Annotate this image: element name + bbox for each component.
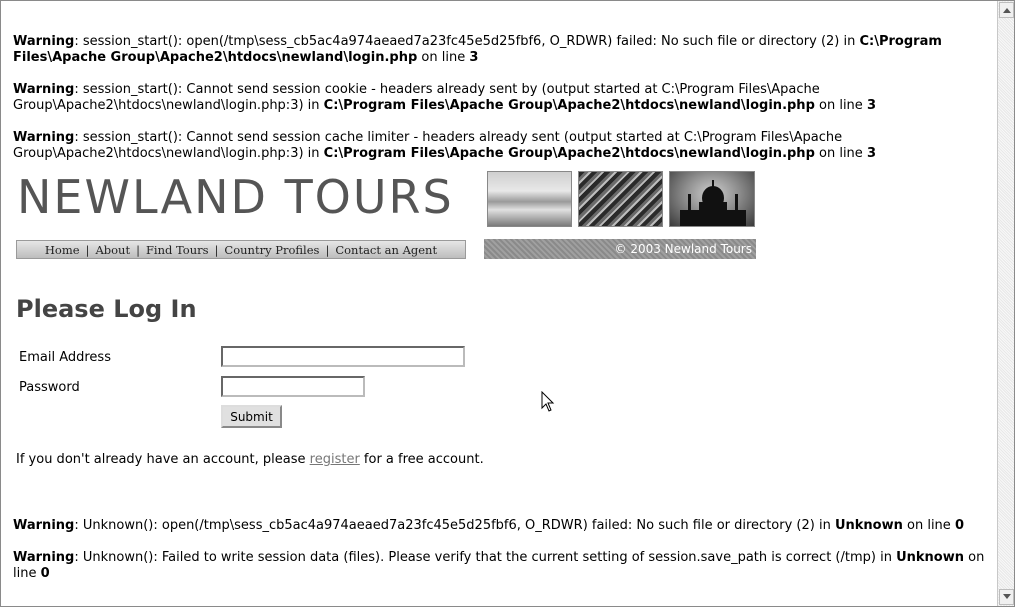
banner-photo-ruins bbox=[578, 171, 663, 227]
page-content bbox=[1, 1, 997, 606]
arrow-up-icon bbox=[1003, 7, 1011, 13]
logo-text: NEWLAND TOURS bbox=[17, 170, 454, 224]
scroll-down-button[interactable] bbox=[999, 589, 1014, 605]
password-field[interactable] bbox=[221, 376, 365, 397]
php-warning: Warning: session_start(): open(/tmp\sess_cb5ac4a974aeaed7a23fc45e5d25fbf6, O_RDWR) failed: No such file or directory (2) in C:\Program Files\Apache Group\Apache2\htdocs\newland\login.php on line 3 bbox=[13, 34, 942, 65]
password-label: Password bbox=[19, 380, 80, 395]
php-warning: Warning: Unknown(): Failed to write session data (files). Please verify that the current setting of session.save_path is correct (/tmp) in Unknown on line 0 bbox=[13, 550, 985, 581]
copyright-bar: © 2003 Newland Tours bbox=[484, 239, 756, 259]
mouse-pointer-icon bbox=[541, 391, 555, 413]
php-warning: Warning: session_start(): Cannot send session cookie - headers already sent by (output started at C:\Program Files\Apache Group\Apache2\htdocs\newland\login.php:3) in C:\Program Files\Apache Group\Apache2\htdocs\newland\login.php on line 3 bbox=[13, 82, 876, 113]
email-label: Email Address bbox=[19, 350, 111, 365]
banner-photo-beach bbox=[487, 171, 572, 227]
nav-separator: | bbox=[325, 242, 330, 257]
nav-home[interactable]: Home bbox=[44, 242, 80, 257]
arrow-down-icon bbox=[1003, 594, 1011, 600]
main-nav bbox=[16, 240, 466, 259]
register-link[interactable]: register bbox=[309, 452, 360, 467]
php-warning: Warning: session_start(): Cannot send session cache limiter - headers already sent (output started at C:\Program Files\Apache Group\Apache2\htdocs\newland\login.php:3) in C:\Program Files\Apache Group\Apache2\htdocs\newland\login.php on line 3 bbox=[13, 130, 876, 161]
nav-separator: | bbox=[136, 242, 140, 257]
register-note: If you don't already have an account, please register for a free account. bbox=[16, 452, 484, 467]
submit-button[interactable]: Submit bbox=[221, 405, 282, 428]
page-title: Please Log In bbox=[16, 295, 197, 323]
nav-country-profiles[interactable]: Country Profiles bbox=[224, 242, 320, 257]
banner-photo-taj-mahal bbox=[669, 171, 755, 227]
nav-separator: | bbox=[85, 242, 90, 257]
nav-find-tours[interactable]: Find Tours bbox=[145, 242, 209, 257]
taj-mahal-silhouette-icon bbox=[670, 172, 755, 227]
scroll-up-button[interactable] bbox=[999, 2, 1014, 18]
nav-separator: | bbox=[214, 242, 219, 257]
nav-about[interactable]: About bbox=[95, 242, 131, 257]
php-warning: Warning: Unknown(): open(/tmp\sess_cb5ac4a974aeaed7a23fc45e5d25fbf6, O_RDWR) failed: No such file or directory (2) in Unknown on line 0 bbox=[13, 518, 964, 533]
email-field[interactable] bbox=[221, 346, 465, 367]
nav-contact-agent[interactable]: Contact an Agent bbox=[335, 242, 438, 257]
site-logo[interactable] bbox=[17, 167, 472, 229]
vertical-scrollbar[interactable] bbox=[997, 1, 1014, 606]
